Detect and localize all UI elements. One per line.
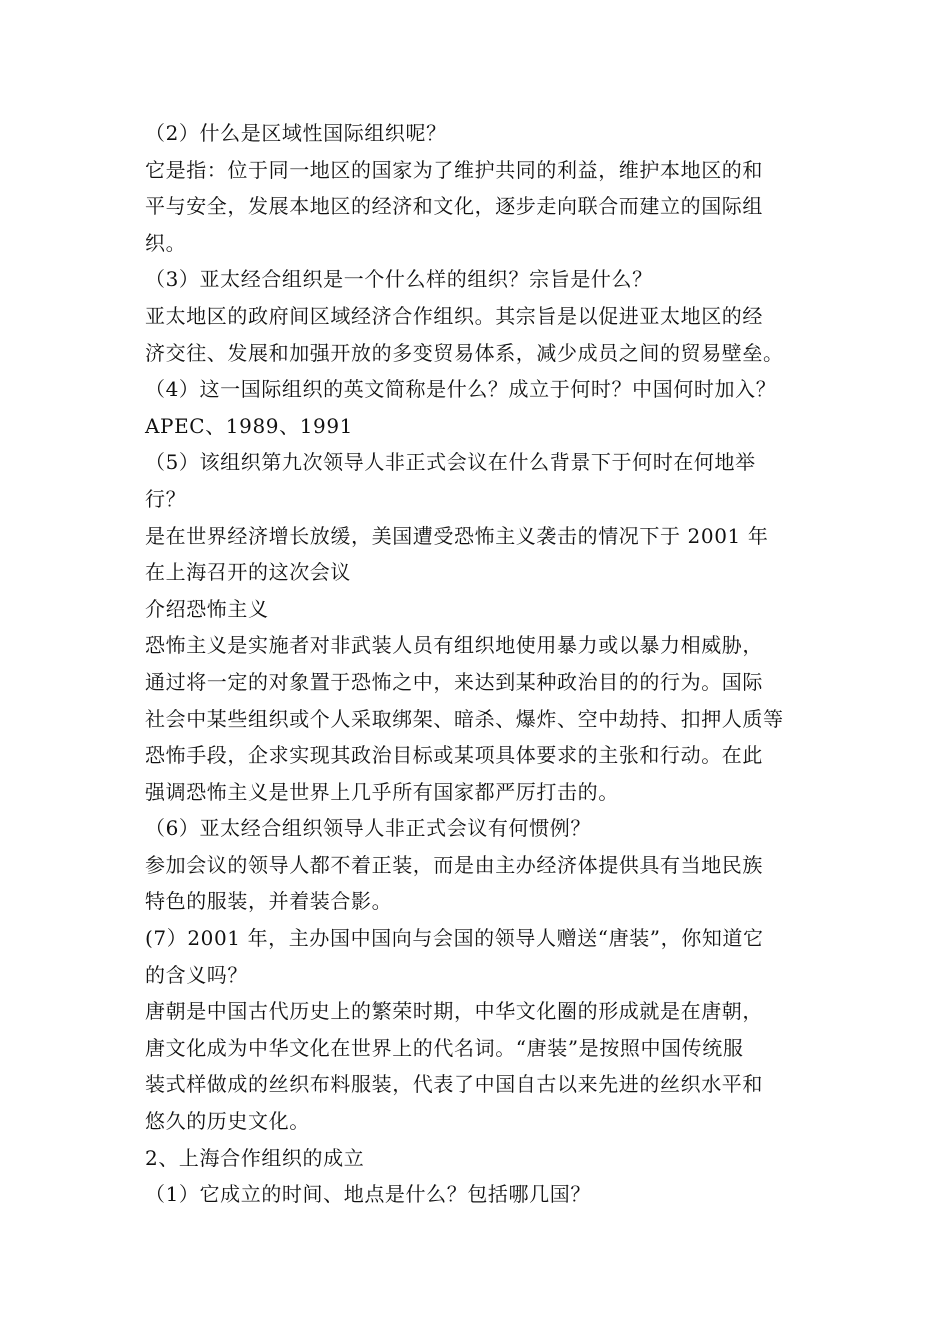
answer-text: 是在世界经济增长放缓，美国遭受恐怖主义袭击的情况下于 2001 年 [145,523,769,548]
paragraph-text: 社会中某些组织或个人采取绑架、暗杀、爆炸、空中劫持、扣押人质等 [145,706,784,731]
answer-text: 唐朝是中国古代历史上的繁荣时期，中华文化圈的形成就是在唐朝， [145,999,763,1024]
section-heading-terrorism: 介绍恐怖主义 [145,596,269,621]
answer-text: 装式样做成的丝织布料服装，代表了中国自古以来先进的丝织水平和 [145,1072,763,1097]
answer-text: 济交往、发展和加强开放的多变贸易体系，减少成员之间的贸易壁垒。 [145,340,784,365]
answer-text: 特色的服装，并着装合影。 [145,889,393,914]
question-7-continued: 的含义吗？ [145,962,248,987]
answer-text: 亚太地区的政府间区域经济合作组织。其宗旨是以促进亚太地区的经 [145,303,763,328]
answer-text: 它是指：位于同一地区的国家为了维护共同的利益，维护本地区的和 [145,157,763,182]
paragraph-text: 恐怖主义是实施者对非武装人员有组织地使用暴力或以暴力相威胁， [145,633,763,658]
section-heading-sco: 2、上海合作组织的成立 [145,1145,365,1170]
answer-text: 织。 [145,230,187,255]
question-4: （4）这一国际组织的英文简称是什么？成立于何时？中国何时加入？ [145,377,777,402]
question-2: （2）什么是区域性国际组织呢？ [145,121,447,145]
paragraph-text: 强调恐怖主义是世界上几乎所有国家都严厉打击的。 [145,779,619,804]
paragraph-text: 恐怖手段，企求实现其政治目标或某项具体要求的主张和行动。在此 [145,743,763,768]
question-5: （5）该组织第九次领导人非正式会议在什么背景下于何时在何地举 [145,450,756,475]
answer-text: 在上海召开的这次会议 [145,560,351,585]
question-3: （3）亚太经合组织是一个什么样的组织？宗旨是什么？ [145,267,653,292]
document-page [145,115,825,1213]
question-5-continued: 行？ [145,486,187,511]
question-6: （6）亚太经合组织领导人非正式会议有何惯例？ [145,816,591,841]
answer-text: 悠久的历史文化。 [145,1109,310,1134]
paragraph-text: 通过将一定的对象置于恐怖之中，来达到某种政治目的的行为。国际 [145,669,763,694]
question-1: （1）它成立的时间、地点是什么？包括哪几国？ [145,1182,591,1207]
answer-text: 唐文化成为中华文化在世界上的代名词。“唐装”是按照中国传统服 [145,1035,744,1060]
answer-text: APEC、1989、1991 [145,413,353,438]
question-7: (7）2001 年，主办国中国向与会国的领导人赠送“唐装”，你知道它 [145,926,764,951]
answer-text: 参加会议的领导人都不着正装，而是由主办经济体提供具有当地民族 [145,852,763,877]
answer-text: 平与安全，发展本地区的经济和文化，逐步走向联合而建立的国际组 [145,194,763,219]
